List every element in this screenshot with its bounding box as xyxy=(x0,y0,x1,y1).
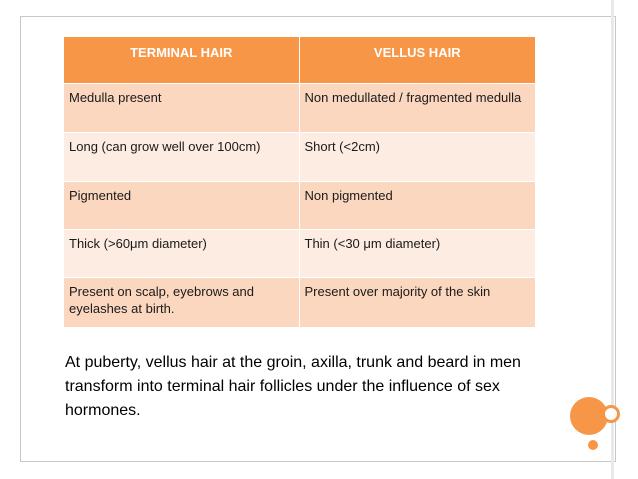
table-cell: Present over majority of the skin xyxy=(299,278,536,328)
header-terminal-hair: TERMINAL HAIR xyxy=(64,37,300,84)
caption-text: At puberty, vellus hair at the groin, axilla, trunk and beard in men transform into terminal hair follicles under the influence of sex hormones. xyxy=(65,354,521,419)
table-cell: Non pigmented xyxy=(299,182,536,230)
table-cell: Thick (>60μm diameter) xyxy=(64,230,300,278)
table-cell: Present on scalp, eyebrows and eyelashes at birth. xyxy=(64,278,300,328)
decorative-circle-small xyxy=(588,440,598,450)
comparison-table xyxy=(63,36,536,328)
table-row xyxy=(64,230,536,278)
table-header-row xyxy=(64,37,536,84)
rail-segment-bottom xyxy=(611,416,614,479)
table-row xyxy=(64,133,536,182)
table-row xyxy=(64,278,536,328)
table-row xyxy=(64,182,536,230)
table-cell: Long (can grow well over 100cm) xyxy=(64,133,300,182)
table-cell: Pigmented xyxy=(64,182,300,230)
table-cell: Medulla present xyxy=(64,84,300,133)
table-cell: Non medullated / fragmented medulla xyxy=(299,84,536,133)
rail-segment-top xyxy=(611,0,614,410)
table-cell: Short (<2cm) xyxy=(299,133,536,182)
header-vellus-hair: VELLUS HAIR xyxy=(299,37,536,84)
decorative-circle-ring xyxy=(602,405,620,423)
table-cell: Thin (<30 μm diameter) xyxy=(299,230,536,278)
table-row xyxy=(64,84,536,133)
